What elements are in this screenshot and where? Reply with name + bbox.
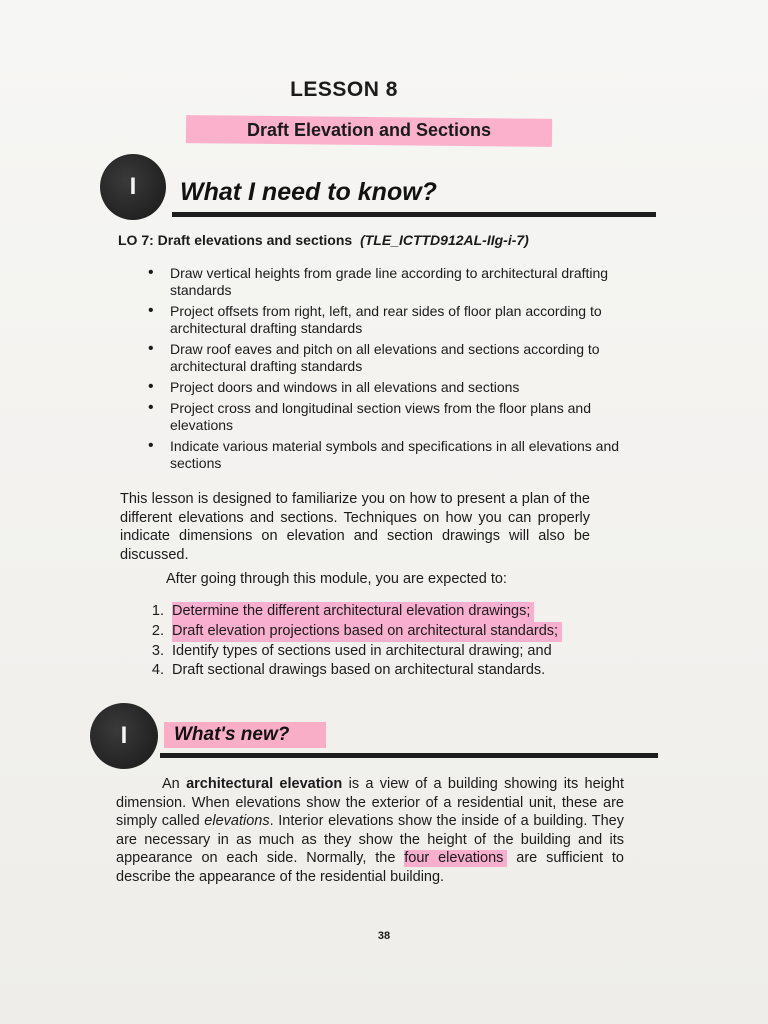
objectives-list <box>146 265 626 476</box>
list-item: • Project offsets from right, left, and rear sides of floor plan according to architectural drafting standards <box>146 303 626 337</box>
section-heading-what-i-need-to-know: What I need to know? <box>180 178 437 206</box>
section-divider <box>172 212 656 217</box>
learning-outcome-label: LO 7: Draft elevations and sections <box>118 232 353 248</box>
lesson-subtitle: Draft Elevation and Sections <box>246 120 492 140</box>
goal-text-highlighted: Determine the different architectural elevation drawings; <box>172 602 534 622</box>
whats-new-paragraph: An architectural elevation is a view of a building showing its height dimension. When elevations show the exterior of a residential unit, these are simply called elevations. Interior elevations show the inside of a building. They are necessary in as much as they show the height of the building and its appearance on each side. Normally, the four elevations are sufficient to describe the appearance of the residential building. <box>116 776 625 885</box>
goals-list <box>130 602 562 680</box>
section-icon-circle <box>100 154 166 220</box>
lesson-subtitle-highlight <box>186 117 552 145</box>
goal-text: Draft sectional drawings based on architectural standards. <box>172 662 546 678</box>
page-number: 38 <box>377 930 391 942</box>
learning-outcome <box>118 232 529 248</box>
lesson-title: LESSON 8 <box>290 78 398 101</box>
section-icon-letter: I <box>129 173 137 200</box>
term-elevations: elevations <box>204 813 270 829</box>
section-icon-letter: I <box>120 722 128 749</box>
list-item: 4. Draft sectional drawings based on architectural standards. <box>151 662 546 678</box>
list-item: • Project cross and longitudinal section views from the floor plans and elevations <box>146 400 626 434</box>
list-item: • Indicate various material symbols and specifications in all elevations and sections <box>146 438 626 472</box>
list-item: • Draw roof eaves and pitch on all elevations and sections according to architectural drafting standards <box>146 341 626 375</box>
intro-paragraph: This lesson is designed to familiarize you on how to present a plan of the different elevations and sections. Techniques on how you can properly indicate dimensions on elevation and section drawings will also be discussed. <box>120 491 590 563</box>
list-item: 3. Identify types of sections used in architectural drawing; and <box>151 643 552 659</box>
goal-text: Identify types of sections used in architectural drawing; and <box>172 643 552 659</box>
section-heading-whats-new: What's new? <box>174 724 290 745</box>
section-divider <box>160 753 658 758</box>
goal-text-highlighted: Draft elevation projections based on architectural standards; <box>172 622 562 642</box>
section-icon-circle <box>90 703 158 769</box>
list-item: • Draw vertical heights from grade line according to architectural drafting standards <box>146 265 626 299</box>
list-item: 2. Draft elevation projections based on architectural standards; <box>130 622 562 642</box>
expectation-line: After going through this module, you are expected to: <box>166 571 507 587</box>
term-architectural-elevation: architectural elevation <box>186 776 343 792</box>
highlight-four-elevations: four elevations <box>404 850 507 867</box>
list-item: • Project doors and windows in all elevations and sections <box>146 379 626 396</box>
list-item: 1. Determine the different architectural elevation drawings; <box>130 602 562 622</box>
learning-outcome-code: (TLE_ICTTD912AL-IIg-i-7) <box>360 232 529 248</box>
